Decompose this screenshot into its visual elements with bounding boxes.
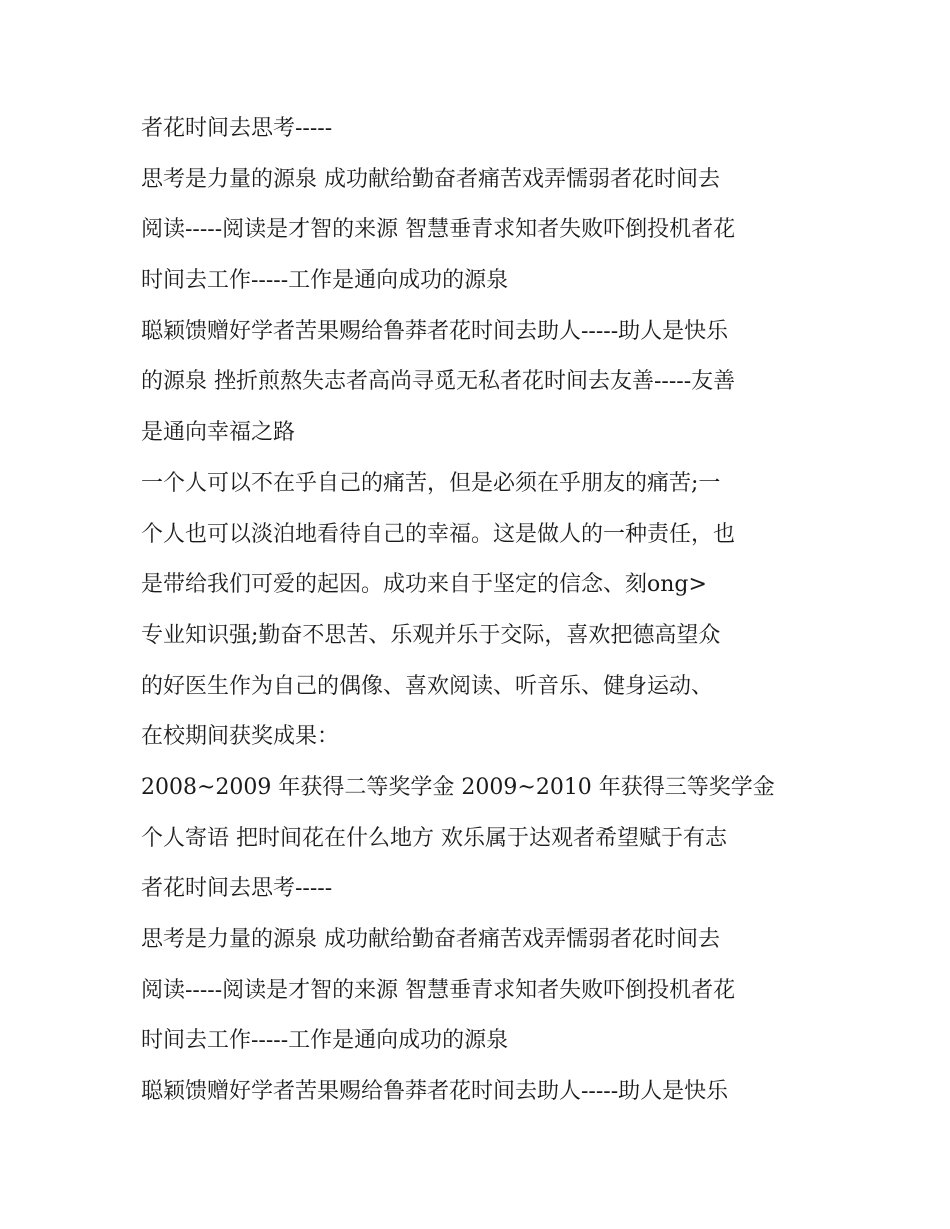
text-line: 时间去工作-----工作是通向成功的源泉	[141, 268, 509, 294]
text-line: 思考是力量的源泉 成功献给勤奋者痛苦戏弄懦弱者花时间去	[141, 166, 720, 192]
text-line: 者花时间去思考-----	[141, 116, 333, 141]
text-line: 的源泉 挫折煎熬失志者高尚寻觅无私者花时间去友善-----友善	[141, 369, 736, 395]
text-line: 聪颖馈赠好学者苦果赐给鲁莽者花时间去助人-----助人是快乐	[141, 318, 729, 344]
text-line: 在校期间获奖成果：	[141, 724, 340, 750]
text-line: 是带给我们可爱的起因。成功来自于坚定的信念、刻ong>	[141, 572, 707, 598]
text-line: 时间去工作-----工作是通向成功的源泉	[141, 1028, 509, 1054]
text-line: 专业知识强;勤奋不思苦、乐观并乐于交际，喜欢把德高望众	[141, 622, 721, 648]
text-line: 一个人可以不在乎自己的痛苦，但是必须在乎朋友的痛苦;一	[141, 470, 721, 496]
body-text	[141, 104, 841, 1118]
text-line: 个人寄语 把时间花在什么地方 欢乐属于达观者希望赋于有志	[141, 825, 727, 851]
text-line: 阅读-----阅读是才智的来源 智慧垂青求知者失败吓倒投机者花	[141, 217, 736, 243]
text-line: 聪颖馈赠好学者苦果赐给鲁莽者花时间去助人-----助人是快乐	[141, 1079, 729, 1105]
text-line: 的好医生作为自己的偶像、喜欢阅读、听音乐、健身运动、	[141, 673, 714, 699]
text-line: 是通向幸福之路	[141, 420, 296, 446]
text-line: 阅读-----阅读是才智的来源 智慧垂青求知者失败吓倒投机者花	[141, 977, 736, 1003]
text-line: 2008~2009 年获得二等奖学金 2009~2010 年获得三等奖学金	[141, 774, 775, 800]
text-line: 个人也可以淡泊地看待自己的幸福。这是做人的一种责任，也	[141, 521, 736, 547]
text-line: 思考是力量的源泉 成功献给勤奋者痛苦戏弄懦弱者花时间去	[141, 927, 720, 952]
text-line: 者花时间去思考-----	[141, 876, 333, 902]
